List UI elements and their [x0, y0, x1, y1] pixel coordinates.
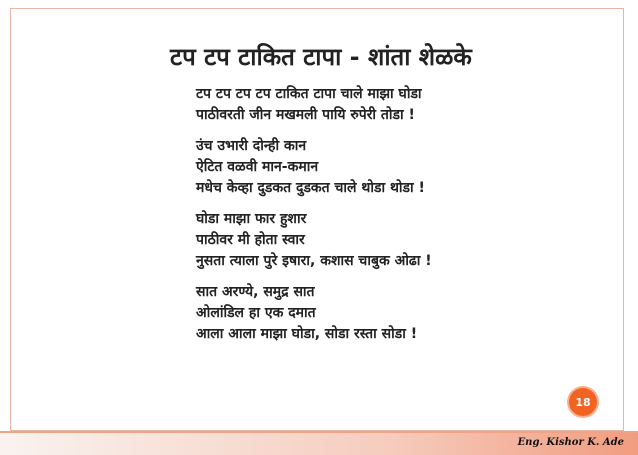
- poem-line: पाठीवर मी होता स्वार: [196, 232, 305, 248]
- poem-line: मधेच केव्हा दुडकत दुडकत चाले थोडा थोडा !: [196, 180, 425, 196]
- poem-body: [196, 84, 606, 355]
- stanza-2: [196, 136, 606, 199]
- poem-line: सात अरण्ये, समुद्र सात: [196, 284, 315, 300]
- footer-credit: Eng. Kishor K. Ade: [517, 437, 624, 448]
- page-number-badge: 18: [569, 388, 597, 416]
- poem-line: उंच उभारी दोन्ही कान: [196, 138, 307, 154]
- poem-line: नुसता त्याला पुरे इषारा, कशास चाबुक ओढा !: [196, 253, 432, 269]
- stanza-3: [196, 209, 606, 272]
- poem-line: पाठीवरती जीन मखमली पायि रुपेरी तोडा !: [196, 107, 415, 123]
- footer-divider: [0, 431, 638, 433]
- stanza-4: [196, 282, 606, 345]
- poem-line: ओलांडिल हा एक दमात: [196, 305, 316, 321]
- poem-line: ऐटित वळवी मान-कमान: [196, 159, 319, 175]
- poem-line: टप टप टप टप टाकित टापा चाले माझा घोडा: [196, 86, 422, 102]
- poem-line: घोडा माझा फार हुशार: [196, 211, 307, 227]
- stanza-1: [196, 84, 606, 126]
- slide-title: टप टप टाकित टापा - शांता शेळके: [170, 43, 472, 71]
- poem-line: आला आला माझा घोडा, सोडा रस्ता सोडा !: [196, 326, 418, 342]
